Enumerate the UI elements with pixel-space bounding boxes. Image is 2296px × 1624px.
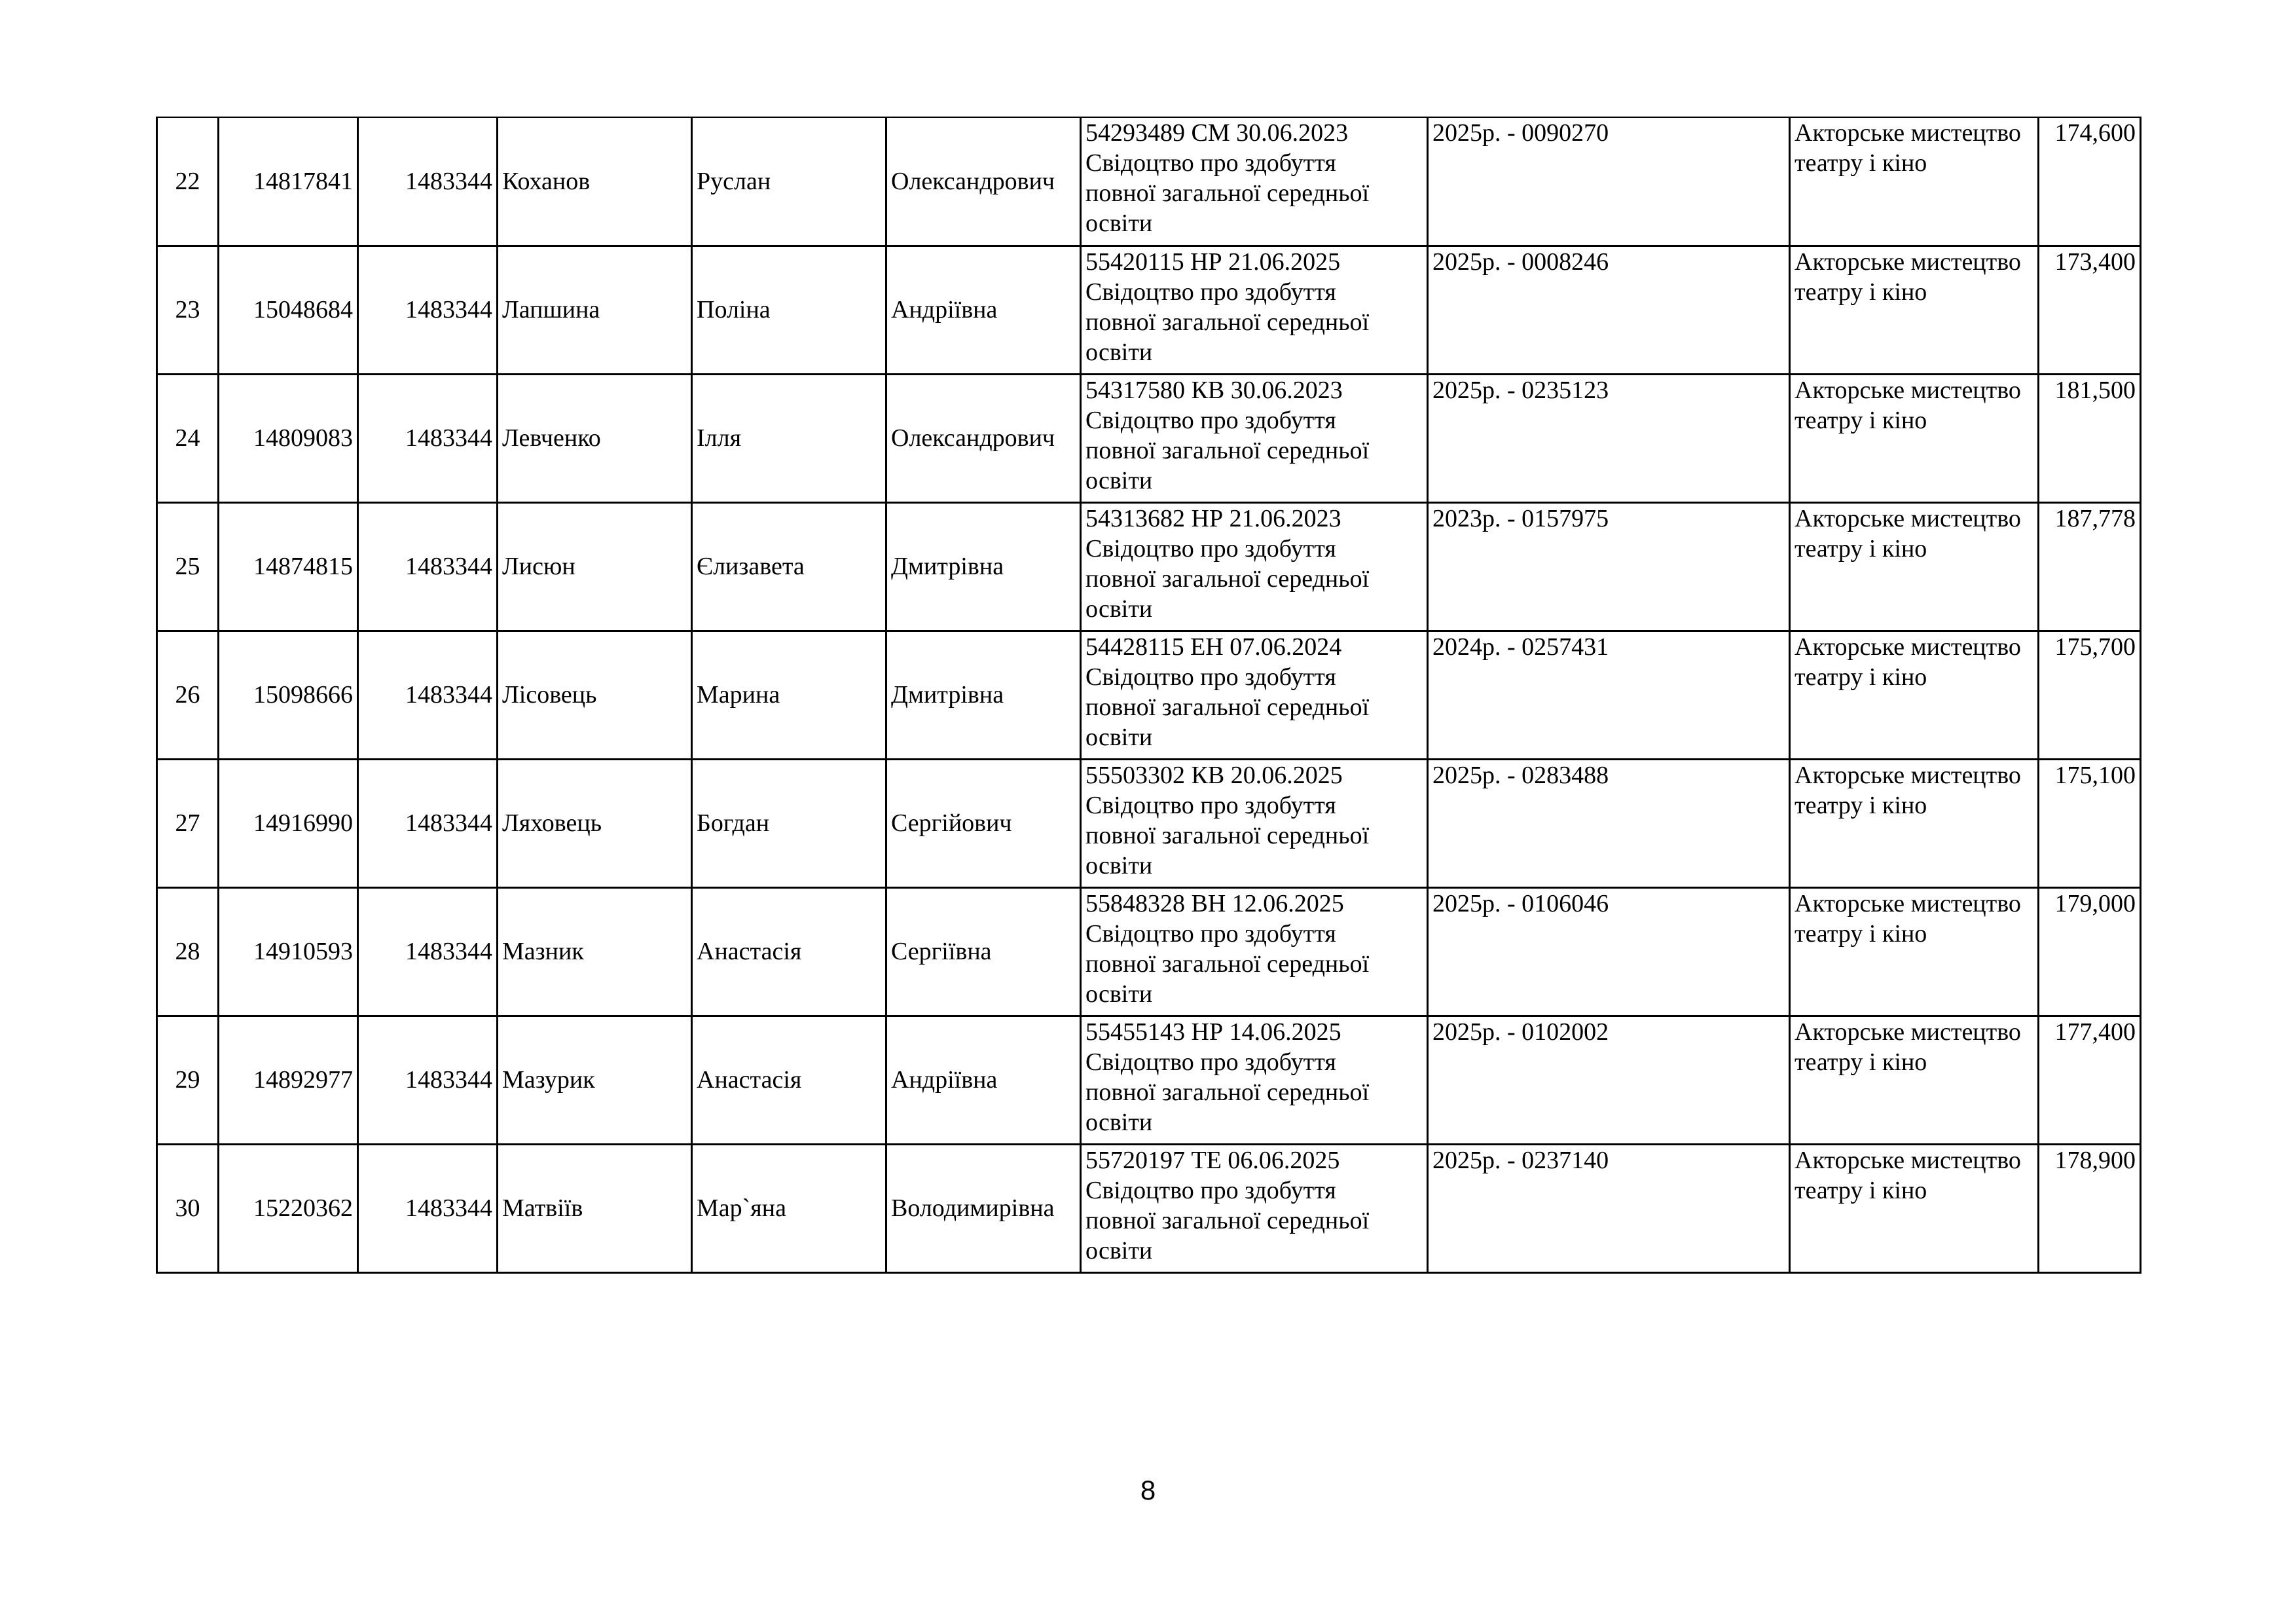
specialty-cell: Акторське мистецтво театру і кіно bbox=[1790, 502, 2039, 631]
first-name-cell: Єлизавета bbox=[692, 502, 886, 631]
certificate-type-line: повної загальної середньої bbox=[1085, 436, 1370, 464]
surname-cell: Матвіїв bbox=[498, 1144, 692, 1272]
row-number-cell: 27 bbox=[157, 759, 219, 887]
program-code-cell: 1483344 bbox=[358, 631, 498, 759]
certificate-number: 55420115 НР 21.06.2025 bbox=[1085, 248, 1341, 276]
first-name-cell: Анастасія bbox=[692, 1016, 886, 1144]
certificate-type-line: повної загальної середньої bbox=[1085, 1078, 1370, 1106]
certificate-cell bbox=[1081, 759, 1428, 887]
patronymic-cell: Володимирівна bbox=[886, 1144, 1081, 1272]
first-name-cell: Поліна bbox=[692, 246, 886, 374]
certificate-type-line: освіти bbox=[1085, 851, 1153, 879]
row-number-cell: 23 bbox=[157, 246, 219, 374]
first-name-cell: Марина bbox=[692, 631, 886, 759]
certificate-number: 54428115 ЕН 07.06.2024 bbox=[1085, 633, 1342, 661]
patronymic-cell: Сергіївна bbox=[886, 887, 1081, 1016]
certificate-type-line: повної загальної середньої bbox=[1085, 821, 1370, 849]
patronymic-cell: Андріївна bbox=[886, 246, 1081, 374]
test-certificate-cell: 2023р. - 0157975 bbox=[1428, 502, 1790, 631]
first-name-cell: Мар`яна bbox=[692, 1144, 886, 1272]
certificate-cell bbox=[1081, 502, 1428, 631]
row-number-cell: 25 bbox=[157, 502, 219, 631]
surname-cell: Лісовець bbox=[498, 631, 692, 759]
application-id-cell: 14874815 bbox=[219, 502, 358, 631]
score-cell: 174,600 bbox=[2039, 117, 2141, 246]
certificate-type-line: Свідоцтво про здобуття bbox=[1085, 278, 1336, 306]
table-row bbox=[157, 631, 2141, 759]
patronymic-cell: Дмитрівна bbox=[886, 502, 1081, 631]
certificate-type-line: Свідоцтво про здобуття bbox=[1085, 406, 1336, 434]
patronymic-cell: Андріївна bbox=[886, 1016, 1081, 1144]
table-body bbox=[157, 117, 2141, 1272]
row-number-cell: 24 bbox=[157, 374, 219, 502]
first-name-cell: Богдан bbox=[692, 759, 886, 887]
specialty-cell: Акторське мистецтво театру і кіно bbox=[1790, 374, 2039, 502]
certificate-cell bbox=[1081, 1144, 1428, 1272]
specialty-cell: Акторське мистецтво театру і кіно bbox=[1790, 1016, 2039, 1144]
certificate-type-line: Свідоцтво про здобуття bbox=[1085, 919, 1336, 948]
certificate-number: 55503302 КВ 20.06.2025 bbox=[1085, 761, 1343, 789]
specialty-cell: Акторське мистецтво театру і кіно bbox=[1790, 887, 2039, 1016]
application-id-cell: 14910593 bbox=[219, 887, 358, 1016]
certificate-type-line: Свідоцтво про здобуття bbox=[1085, 149, 1336, 177]
row-number-cell: 30 bbox=[157, 1144, 219, 1272]
surname-cell: Ляховець bbox=[498, 759, 692, 887]
certificate-type-line: Свідоцтво про здобуття bbox=[1085, 791, 1336, 819]
test-certificate-cell: 2025р. - 0235123 bbox=[1428, 374, 1790, 502]
table-row bbox=[157, 887, 2141, 1016]
application-id-cell: 14916990 bbox=[219, 759, 358, 887]
patronymic-cell: Сергійович bbox=[886, 759, 1081, 887]
program-code-cell: 1483344 bbox=[358, 117, 498, 246]
certificate-cell bbox=[1081, 374, 1428, 502]
page-number: 8 bbox=[1140, 1475, 1156, 1505]
test-certificate-cell: 2025р. - 0106046 bbox=[1428, 887, 1790, 1016]
applicants-table bbox=[156, 117, 2141, 1274]
certificate-type-line: освіти bbox=[1085, 210, 1153, 237]
patronymic-cell: Дмитрівна bbox=[886, 631, 1081, 759]
certificate-cell bbox=[1081, 1016, 1428, 1144]
certificate-type-line: Свідоцтво про здобуття bbox=[1085, 1176, 1336, 1204]
test-certificate-cell: 2025р. - 0102002 bbox=[1428, 1016, 1790, 1144]
certificate-type-line: повної загальної середньої bbox=[1085, 1206, 1370, 1234]
certificate-type-line: Свідоцтво про здобуття bbox=[1085, 534, 1336, 563]
application-id-cell: 15220362 bbox=[219, 1144, 358, 1272]
certificate-number: 55455143 НР 14.06.2025 bbox=[1085, 1018, 1341, 1046]
certificate-number: 55848328 ВН 12.06.2025 bbox=[1085, 889, 1344, 917]
patronymic-cell: Олександрович bbox=[886, 374, 1081, 502]
surname-cell: Мазурик bbox=[498, 1016, 692, 1144]
patronymic-cell: Олександрович bbox=[886, 117, 1081, 246]
row-number-cell: 29 bbox=[157, 1016, 219, 1144]
certificate-type-line: Свідоцтво про здобуття bbox=[1085, 1048, 1336, 1076]
specialty-cell: Акторське мистецтво театру і кіно bbox=[1790, 246, 2039, 374]
program-code-cell: 1483344 bbox=[358, 246, 498, 374]
score-cell: 173,400 bbox=[2039, 246, 2141, 374]
certificate-type-line: повної загальної середньої bbox=[1085, 564, 1370, 593]
certificate-cell bbox=[1081, 887, 1428, 1016]
table-row bbox=[157, 117, 2141, 246]
surname-cell: Левченко bbox=[498, 374, 692, 502]
row-number-cell: 28 bbox=[157, 887, 219, 1016]
specialty-cell: Акторське мистецтво театру і кіно bbox=[1790, 631, 2039, 759]
certificate-type-line: повної загальної середньої bbox=[1085, 950, 1370, 978]
specialty-cell: Акторське мистецтво театру і кіно bbox=[1790, 1144, 2039, 1272]
surname-cell: Лапшина bbox=[498, 246, 692, 374]
table-row bbox=[157, 1016, 2141, 1144]
application-id-cell: 15048684 bbox=[219, 246, 358, 374]
certificate-type-line: освіти bbox=[1085, 466, 1153, 494]
table-row bbox=[157, 502, 2141, 631]
test-certificate-cell: 2025р. - 0008246 bbox=[1428, 246, 1790, 374]
first-name-cell: Анастасія bbox=[692, 887, 886, 1016]
certificate-type-line: освіти bbox=[1085, 338, 1153, 366]
table-row bbox=[157, 246, 2141, 374]
score-cell: 175,700 bbox=[2039, 631, 2141, 759]
specialty-cell: Акторське мистецтво театру і кіно bbox=[1790, 759, 2039, 887]
test-certificate-cell: 2024р. - 0257431 bbox=[1428, 631, 1790, 759]
application-id-cell: 14817841 bbox=[219, 117, 358, 246]
application-id-cell: 14809083 bbox=[219, 374, 358, 502]
surname-cell: Лисюн bbox=[498, 502, 692, 631]
certificate-number: 54317580 КВ 30.06.2023 bbox=[1085, 376, 1343, 404]
score-cell: 178,900 bbox=[2039, 1144, 2141, 1272]
certificate-type-line: освіти bbox=[1085, 1108, 1153, 1136]
score-cell: 175,100 bbox=[2039, 759, 2141, 887]
certificate-type-line: освіти bbox=[1085, 595, 1153, 623]
certificate-number: 54313682 НР 21.06.2023 bbox=[1085, 504, 1341, 532]
certificate-type-line: повної загальної середньої bbox=[1085, 693, 1370, 721]
score-cell: 179,000 bbox=[2039, 887, 2141, 1016]
certificate-type-line: повної загальної середньої bbox=[1085, 179, 1370, 207]
test-certificate-cell: 2025р. - 0237140 bbox=[1428, 1144, 1790, 1272]
score-cell: 181,500 bbox=[2039, 374, 2141, 502]
program-code-cell: 1483344 bbox=[358, 1144, 498, 1272]
surname-cell: Коханов bbox=[498, 117, 692, 246]
table-row bbox=[157, 1144, 2141, 1272]
application-id-cell: 14892977 bbox=[219, 1016, 358, 1144]
certificate-type-line: повної загальної середньої bbox=[1085, 308, 1370, 336]
certificate-type-line: освіти bbox=[1085, 980, 1153, 1008]
certificate-number: 55720197 ТЕ 06.06.2025 bbox=[1085, 1146, 1340, 1174]
first-name-cell: Ілля bbox=[692, 374, 886, 502]
program-code-cell: 1483344 bbox=[358, 887, 498, 1016]
surname-cell: Мазник bbox=[498, 887, 692, 1016]
specialty-cell: Акторське мистецтво театру і кіно bbox=[1790, 117, 2039, 246]
certificate-type-line: освіти bbox=[1085, 1236, 1153, 1264]
program-code-cell: 1483344 bbox=[358, 1016, 498, 1144]
score-cell: 187,778 bbox=[2039, 502, 2141, 631]
certificate-type-line: освіти bbox=[1085, 723, 1153, 751]
certificate-type-line: Свідоцтво про здобуття bbox=[1085, 663, 1336, 691]
program-code-cell: 1483344 bbox=[358, 374, 498, 502]
certificate-cell bbox=[1081, 246, 1428, 374]
first-name-cell: Руслан bbox=[692, 117, 886, 246]
test-certificate-cell: 2025р. - 0090270 bbox=[1428, 117, 1790, 246]
table-row bbox=[157, 759, 2141, 887]
test-certificate-cell: 2025р. - 0283488 bbox=[1428, 759, 1790, 887]
application-id-cell: 15098666 bbox=[219, 631, 358, 759]
table-row bbox=[157, 374, 2141, 502]
row-number-cell: 22 bbox=[157, 117, 219, 246]
certificate-cell bbox=[1081, 631, 1428, 759]
row-number-cell: 26 bbox=[157, 631, 219, 759]
score-cell: 177,400 bbox=[2039, 1016, 2141, 1144]
program-code-cell: 1483344 bbox=[358, 502, 498, 631]
program-code-cell: 1483344 bbox=[358, 759, 498, 887]
certificate-cell bbox=[1081, 117, 1428, 246]
certificate-number: 54293489 СМ 30.06.2023 bbox=[1085, 119, 1349, 147]
